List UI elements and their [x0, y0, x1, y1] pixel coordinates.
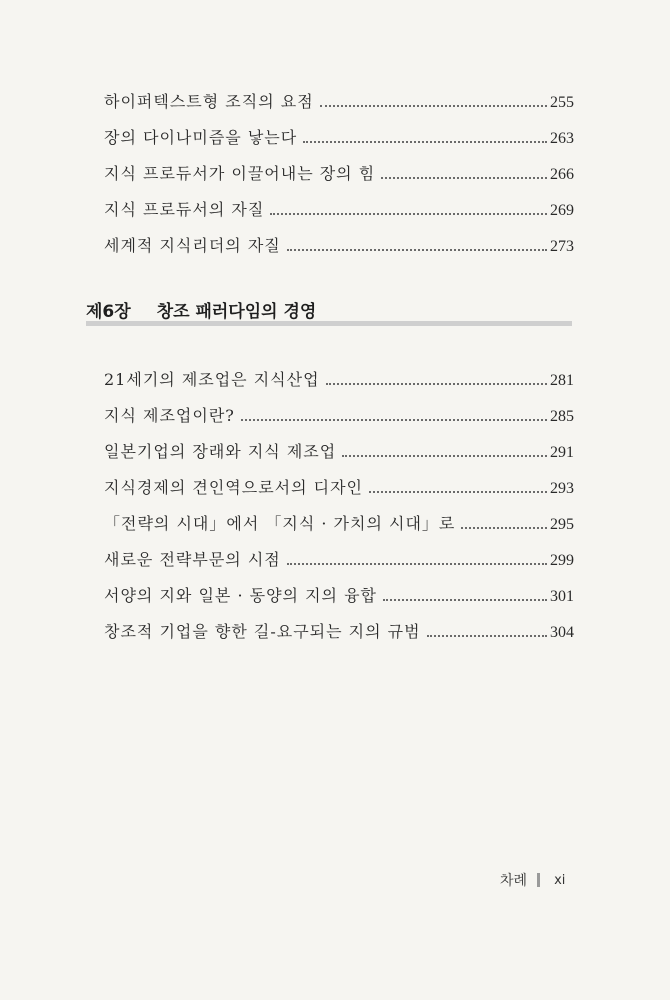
- toc-entry-page: 263: [550, 130, 574, 147]
- chapter-title: 창조 패러다임의 경영: [156, 302, 317, 322]
- footer-divider: [537, 873, 540, 887]
- toc-entry-title: 하이퍼텍스트형 조직의 요점: [104, 92, 314, 111]
- toc-entry-title: 새로운 전략부문의 시점: [104, 550, 281, 569]
- toc-entry-title: 지식경제의 견인역으로서의 디자인: [104, 478, 364, 497]
- toc-dot-leader: [381, 177, 547, 179]
- toc-entry-title: 장의 다이나미즘을 낳는다: [104, 128, 298, 147]
- toc-entry-title: 「전략의 시대」에서 「지식 · 가치의 시대」로: [104, 514, 456, 533]
- toc-entry: [104, 76, 574, 112]
- toc-entry-page: 291: [550, 444, 574, 461]
- toc-entry-page: 293: [550, 480, 574, 497]
- toc-entry-title: 지식 프로듀서가 이끌어내는 장의 힘: [104, 164, 376, 183]
- toc-entry: [104, 534, 574, 570]
- toc-entry: [104, 426, 574, 462]
- footer-section-label: 차례: [500, 873, 528, 889]
- toc-entry-title: 창조적 기업을 향한 길-요구되는 지의 규범: [104, 622, 421, 641]
- toc-entry-title: 21세기의 제조업은 지식산업: [104, 370, 320, 389]
- toc-entry-title: 지식 프로듀서의 자질: [104, 200, 265, 219]
- toc-entry: [104, 354, 574, 390]
- toc-entry-page: 299: [550, 552, 574, 569]
- toc-entry-page: 304: [550, 624, 574, 641]
- toc-entry: [104, 498, 574, 534]
- toc-list-bottom: [104, 354, 574, 642]
- toc-entry: [104, 462, 574, 498]
- toc-entry-title: 세계적 지식리더의 자질: [104, 236, 281, 255]
- toc-list-top: [104, 76, 574, 256]
- toc-entry: [104, 184, 574, 220]
- toc-dot-leader: [241, 419, 547, 421]
- toc-dot-leader: [287, 563, 547, 565]
- toc-dot-leader: [287, 249, 547, 251]
- toc-entry: [104, 112, 574, 148]
- toc-entry-title: 지식 제조업이란?: [104, 406, 235, 425]
- toc-entry-title: 일본기업의 장래와 지식 제조업: [104, 442, 337, 461]
- toc-entry: [104, 220, 574, 256]
- toc-dot-leader: [270, 213, 547, 215]
- chapter-number: 제6장: [86, 302, 131, 322]
- toc-dot-leader: [461, 527, 547, 529]
- toc-entry: [104, 148, 574, 184]
- toc-entry-page: 295: [550, 516, 574, 533]
- toc-dot-leader: [320, 105, 547, 107]
- chapter-heading-text: [86, 297, 316, 322]
- toc-dot-leader: [326, 383, 547, 385]
- toc-entry-page: 273: [550, 238, 574, 255]
- toc-entry-page: 255: [550, 94, 574, 111]
- toc-dot-leader: [383, 599, 547, 601]
- toc-entry-page: 269: [550, 202, 574, 219]
- chapter-heading: [86, 296, 572, 330]
- page-footer: [500, 870, 565, 890]
- toc-entry-page: 285: [550, 408, 574, 425]
- toc-entry-page: 301: [550, 588, 574, 605]
- toc-dot-leader: [342, 455, 547, 457]
- toc-entry-title: 서양의 지와 일본 · 동양의 지의 융합: [104, 586, 377, 605]
- toc-entry-page: 266: [550, 166, 574, 183]
- toc-entry: [104, 570, 574, 606]
- footer-page-number: xi: [554, 872, 566, 888]
- toc-entry-page: 281: [550, 372, 574, 389]
- toc-dot-leader: [369, 491, 547, 493]
- toc-entry: [104, 390, 574, 426]
- toc-dot-leader: [427, 635, 547, 637]
- toc-dot-leader: [303, 141, 547, 143]
- toc-entry: [104, 606, 574, 642]
